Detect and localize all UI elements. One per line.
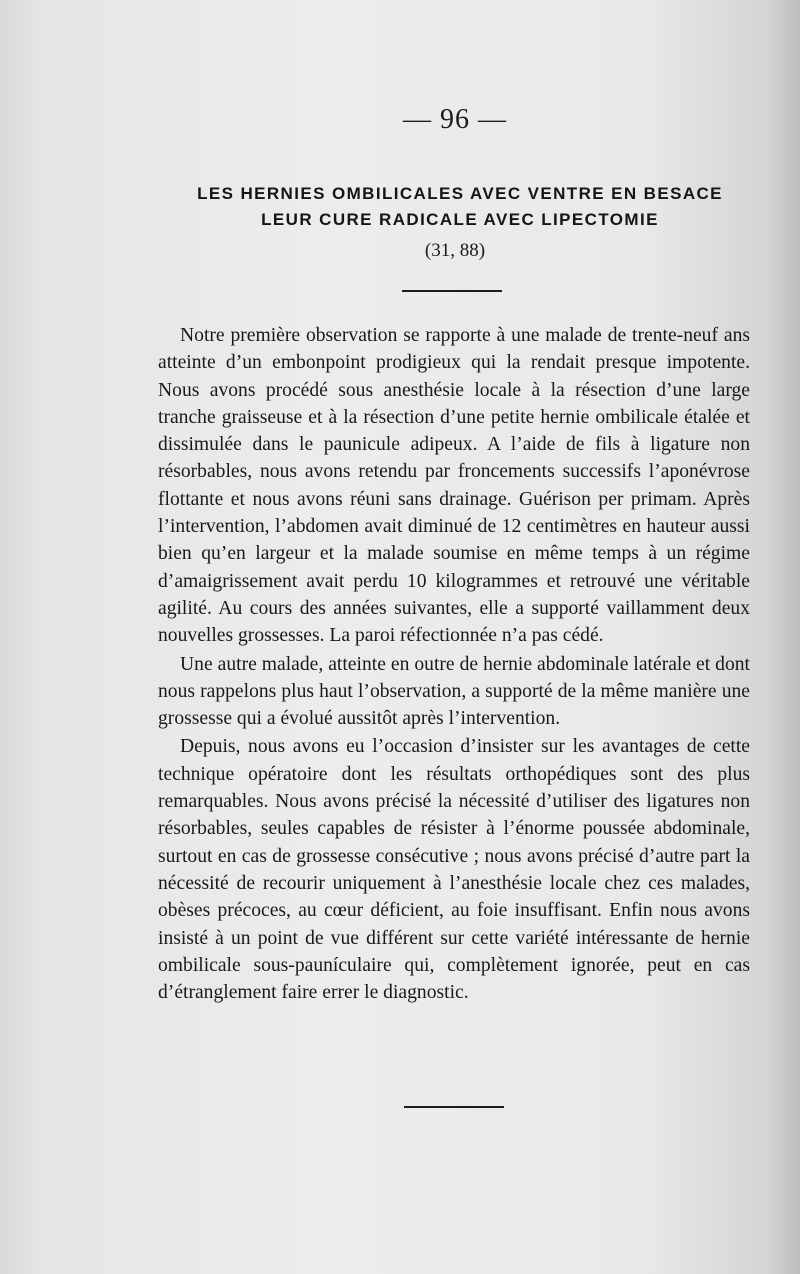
paragraph-1: Notre première observation se rapporte à une malade de trente-neuf ans atteinte d’un embonpoint prodigieux qui la rendait presque impotente. Nous avons procédé sous anesthésie locale à la résection d’une large tranche graisseuse et à la résection d’une petite hernie ombilicale étalée et dissimulée dans le paunicule adipeux. A l’aide de fils à ligature non résorbables, nous avons retendu par froncements successifs l’aponévrose flottante et nous avons réuni sans drainage. Guérison per primam. Après l’intervention, l’abdomen avait diminué de 12 centimètres en hauteur aussi bien qu’en largeur et la malade soumise en même temps à un régime d’amaigrissement avait perdu 10 kilogrammes et retrouvé une véritable agilité. Au cours des années suivantes, elle a supporté vaillamment deux nouvelles grossesses. La paroi réfectionnée n’a pas cédé. xyxy=(158,325,750,647)
body-text xyxy=(158,322,750,1006)
chapter-title-line-1: LES HERNIES OMBILICALES AVEC VENTRE EN BESACE xyxy=(197,184,723,203)
page-number: — 96 — xyxy=(403,104,507,135)
reference-numbers: (31, 88) xyxy=(424,240,486,261)
chapter-title-line-2: LEUR CURE RADICALE AVEC LIPECTOMIE xyxy=(261,210,659,229)
section-divider-bottom xyxy=(404,1106,504,1108)
paragraph-2: Une autre malade, atteinte en outre de hernie abdominale latérale et dont nous rappelons plus haut l’observation, a supporté de la même manière une grossesse qui a évolué aussitôt après l’intervention. xyxy=(158,653,750,730)
section-divider-top xyxy=(402,290,502,292)
paragraph-3: Depuis, nous avons eu l’occasion d’insister sur les avantages de cette technique opératoire dont les résultats orthopédiques sont des plus remarquables. Nous avons précisé la nécessité d’utiliser des ligatures non résorbables, seules capables de résister à l’énorme poussée abdominale, surtout en cas de grossesse consécutive ; nous avons précisé d’autre part la nécessité de recourir uniquement à l’anesthésie locale chez ces malades, obèses précoces, au cœur déficient, au foie insuffisant. Enfin nous avons insisté à un point de vue différent sur cette variété intéressante de hernie ombilicale sous-paunículaire qui, complètement ignorée, peut en cas d’étranglement faire errer le diagnostic. xyxy=(158,736,750,1004)
